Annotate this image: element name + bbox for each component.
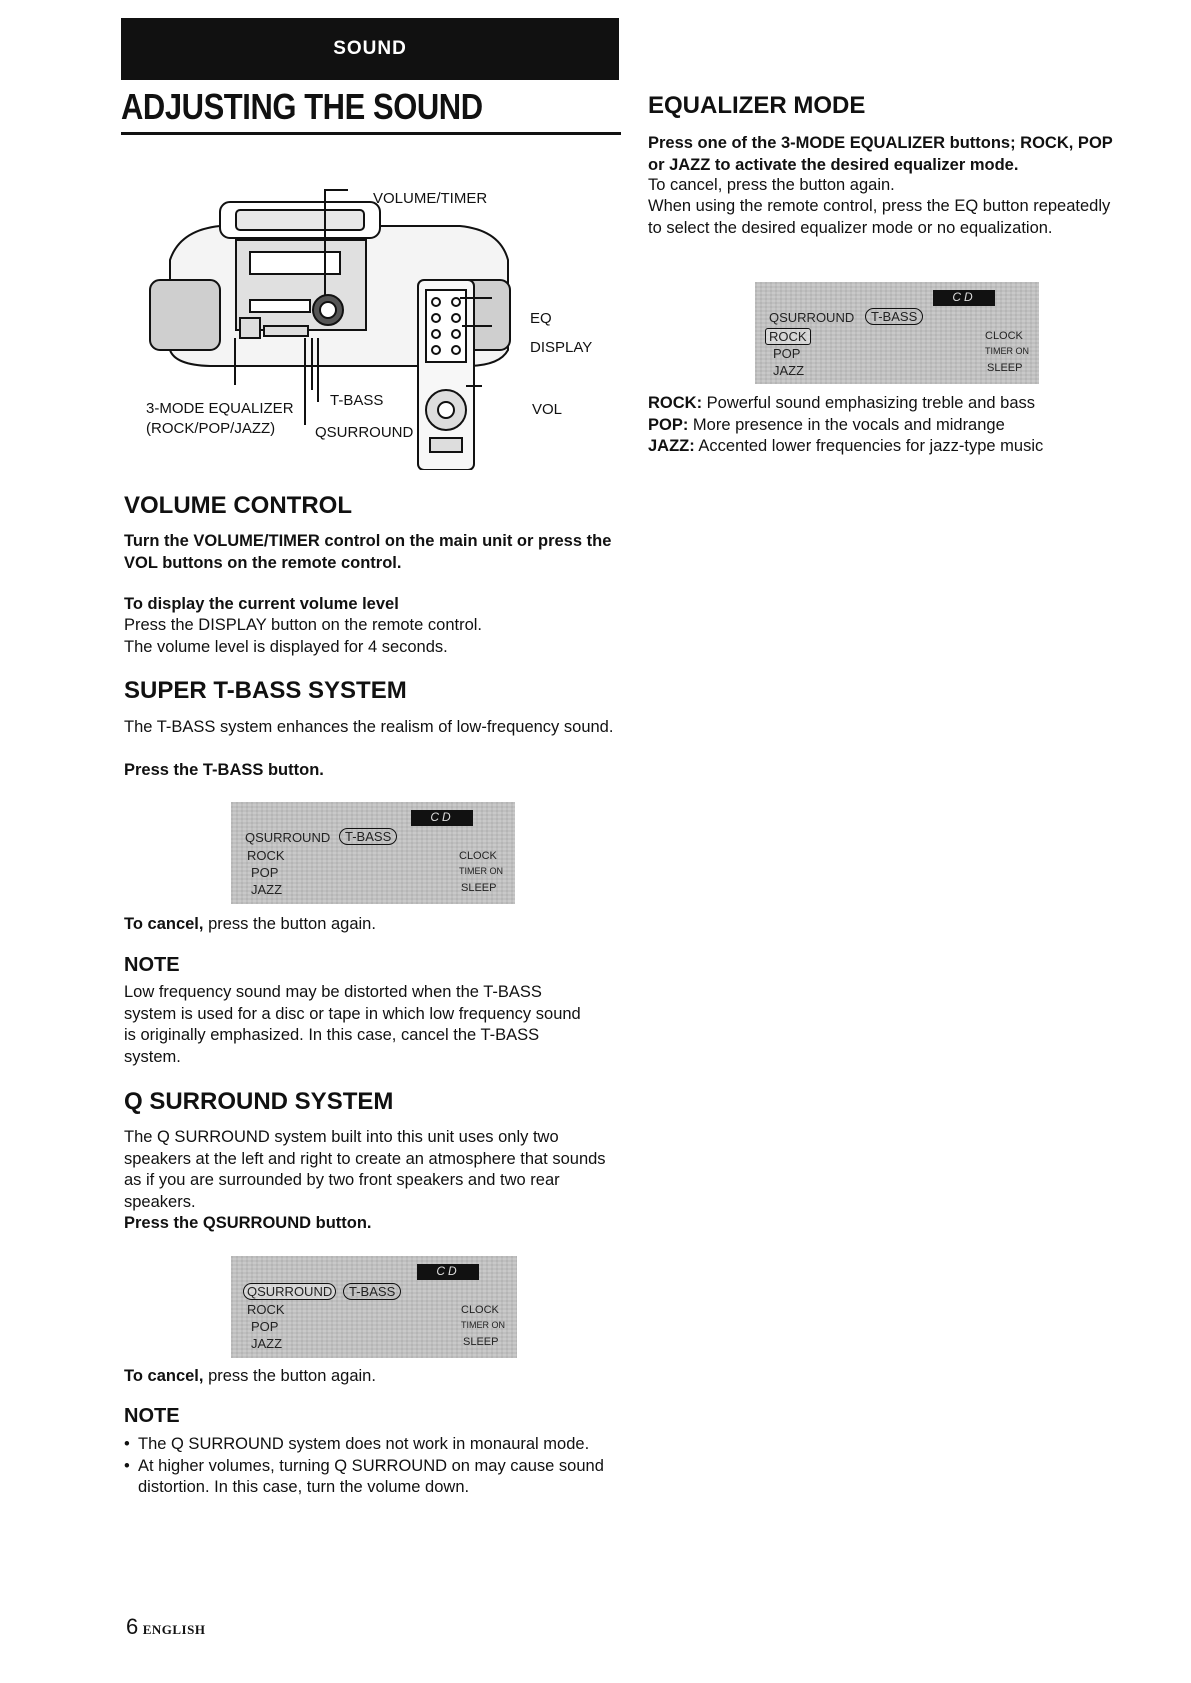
section-banner-label: SOUND	[333, 38, 407, 59]
label-volume-timer: VOLUME/TIMER	[373, 190, 488, 207]
mode-item-pop	[648, 415, 1128, 437]
qsurround-note-list	[124, 1434, 614, 1499]
label-display: DISPLAY	[530, 339, 593, 356]
tbass-note-text: Low frequency sound may be distorted when the T-BASS system is used for a disc or tape in which low frequency sound is originally emphasized. In this case, cancel the T-BASS system.	[124, 983, 581, 1066]
equalizer-mode-list	[648, 393, 1128, 458]
volume-control-heading: VOLUME CONTROL	[124, 492, 352, 519]
lcd-display-equalizer	[755, 282, 1039, 384]
tbass-description: The T-BASS system enhances the realism of low-frequency sound.	[124, 718, 614, 736]
lcd-jazz: JAZZ	[251, 882, 283, 897]
lcd-jazz: JAZZ	[251, 1336, 283, 1351]
note-item-text: At higher volumes, turning Q SURROUND on may cause sound distortion. In this case, turn the volume down.	[138, 1456, 604, 1496]
mode-name: JAZZ:	[648, 437, 695, 455]
equalizer-cancel: To cancel, press the button again.	[648, 176, 895, 194]
lcd-cd-indicator: CD	[417, 1264, 479, 1280]
qsurround-heading: Q SURROUND SYSTEM	[124, 1088, 394, 1115]
equalizer-instruction: Press one of the 3-MODE EQUALIZER buttons; ROCK, POP or JAZZ to activate the desired equalizer mode.	[648, 134, 1113, 174]
qsurround-cancel-label: To cancel,	[124, 1367, 204, 1385]
remote-control-illustration	[418, 280, 474, 470]
volume-display-line: Press the DISPLAY button on the remote control.	[124, 616, 483, 634]
lcd-timer-on: TIMER ON	[985, 346, 1029, 356]
lcd-cd-indicator: CD	[933, 290, 995, 306]
page-language: ENGLISH	[142, 1622, 206, 1637]
lcd-timer-on: TIMER ON	[459, 866, 503, 876]
lcd-cd-indicator: CD	[411, 810, 473, 826]
tbass-instruction: Press the T-BASS button.	[124, 761, 324, 779]
lcd-clock: CLOCK	[459, 850, 497, 862]
page-footer	[126, 1614, 205, 1640]
label-equalizer-line1: 3-MODE EQUALIZER	[146, 400, 294, 417]
mode-description: Accented lower frequencies for jazz-type music	[694, 437, 1044, 455]
qsurround-instruction: Press the QSURROUND button.	[124, 1214, 372, 1232]
lcd-pop: POP	[251, 865, 279, 880]
mode-name: ROCK:	[648, 394, 703, 412]
mode-name: POP:	[648, 415, 689, 434]
page-number: 6	[126, 1614, 139, 1639]
qsurround-note-heading: NOTE	[124, 1405, 180, 1427]
lcd-tbass-active: T-BASS	[339, 828, 397, 845]
lcd-jazz: JAZZ	[773, 363, 805, 378]
lcd-sleep: SLEEP	[463, 1336, 499, 1348]
lcd-clock: CLOCK	[461, 1304, 499, 1316]
note-item: • At higher volumes, turning Q SURROUND on may cause sound distortion. In this case, turn the volume down.	[124, 1456, 614, 1499]
lcd-timer-on: TIMER ON	[461, 1320, 505, 1330]
lcd-tbass-active: T-BASS	[343, 1283, 401, 1300]
qsurround-description: The Q SURROUND system built into this unit uses only two speakers at the left and right to create an atmosphere that sounds as if you are surrounded by two front speakers and two rear speakers.	[124, 1128, 606, 1211]
label-equalizer-line2: (ROCK/POP/JAZZ)	[146, 420, 276, 437]
lcd-rock-active: ROCK	[765, 328, 811, 345]
section-banner	[121, 18, 619, 80]
lcd-display-qsurround	[231, 1256, 517, 1358]
tbass-cancel	[124, 914, 376, 936]
lcd-sleep: SLEEP	[987, 362, 1023, 374]
note-item: • The Q SURROUND system does not work in monaural mode.	[124, 1434, 614, 1456]
qsurround-cancel-text: press the button again.	[203, 1367, 376, 1385]
lcd-qsurround-active: QSURROUND	[243, 1283, 336, 1300]
tbass-cancel-label: To cancel,	[124, 915, 204, 933]
equalizer-heading: EQUALIZER MODE	[648, 92, 866, 119]
lcd-pop: POP	[773, 346, 801, 361]
label-eq: EQ	[530, 310, 552, 327]
label-qsurround: QSURROUND	[315, 424, 414, 441]
mode-item-rock	[648, 393, 1128, 415]
lcd-qsurround: QSURROUND	[245, 830, 331, 845]
note-item-text: The Q SURROUND system does not work in monaural mode.	[138, 1435, 590, 1453]
mode-description: Powerful sound emphasizing treble and bass	[702, 394, 1036, 412]
label-vol: VOL	[532, 401, 563, 418]
tbass-cancel-text: press the button again.	[203, 915, 376, 933]
qsurround-cancel	[124, 1366, 376, 1388]
lcd-sleep: SLEEP	[461, 882, 497, 894]
mode-description: More presence in the vocals and midrange	[688, 415, 1005, 434]
lcd-clock: CLOCK	[985, 330, 1023, 342]
equalizer-remote-text: When using the remote control, press the EQ button repeatedly to select the desired equalizer mode or no equalization.	[648, 197, 1111, 237]
lcd-rock: ROCK	[247, 1302, 285, 1317]
page-title: ADJUSTING THE SOUND	[121, 86, 483, 127]
tbass-note-heading: NOTE	[124, 954, 180, 976]
volume-control-instruction: Turn the VOLUME/TIMER control on the main unit or press the VOL buttons on the remote control.	[124, 532, 612, 572]
title-divider	[121, 132, 621, 135]
volume-duration-line: The volume level is displayed for 4 seconds.	[124, 638, 448, 656]
label-tbass: T-BASS	[330, 392, 384, 409]
lcd-tbass: T-BASS	[865, 308, 923, 325]
lcd-qsurround: QSURROUND	[769, 310, 855, 325]
mode-item-jazz	[648, 436, 1128, 458]
lcd-display-tbass	[231, 802, 515, 904]
volume-level-subheading: To display the current volume level	[124, 595, 399, 613]
lcd-rock: ROCK	[247, 848, 285, 863]
lcd-pop: POP	[251, 1319, 279, 1334]
tbass-heading: SUPER T-BASS SYSTEM	[124, 677, 407, 704]
